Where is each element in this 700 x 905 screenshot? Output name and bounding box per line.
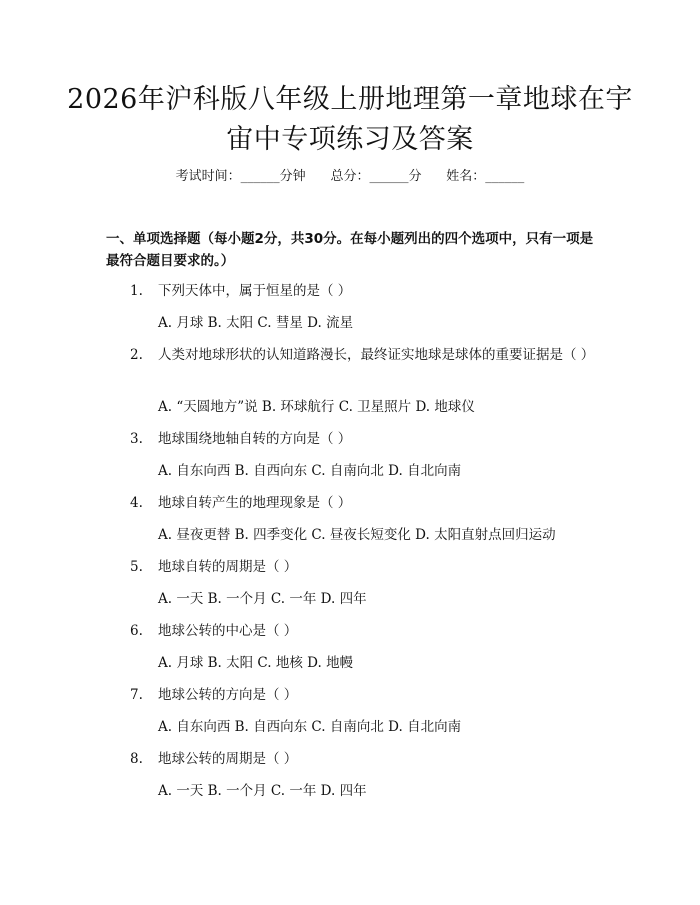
question-stem <box>106 684 598 706</box>
question-number: 2. <box>130 347 143 363</box>
question-stem <box>106 556 598 578</box>
question-number: 3. <box>130 431 143 447</box>
question-text: 地球围绕地轴自转的方向是（ ） <box>158 431 352 447</box>
question-stem <box>106 428 598 450</box>
question-text: 地球公转的周期是（ ） <box>158 751 298 767</box>
question-number: 1. <box>130 283 143 299</box>
total-score-label: 总分：______分 <box>330 169 422 184</box>
question-options: A. 昼夜更替 B. 四季变化 C. 昼夜长短变化 D. 太阳直射点回归运动 <box>158 527 556 543</box>
question-text: 人类对地球形状的认知道路漫长，最终证实地球是球体的重要证据是（ ） <box>158 347 595 363</box>
page-title: 2026年沪科版八年级上册地理第一章地球在宇宙中专项练习及答案 <box>67 84 633 155</box>
exam-meta <box>0 168 700 186</box>
question-text: 地球公转的方向是（ ） <box>158 687 298 703</box>
question-stem <box>106 748 598 770</box>
question-number: 8. <box>130 751 143 767</box>
question-stem <box>106 492 598 514</box>
section-heading: 一、单项选择题（每小题2分，共30分。在每小题列出的四个选项中，只有一项是最符合题目要求的。） <box>106 231 594 269</box>
question-options: A. 一天 B. 一个月 C. 一年 D. 四年 <box>158 591 367 607</box>
question-number: 4. <box>130 495 143 511</box>
exam-time-label: 考试时间：______分钟 <box>175 169 306 184</box>
question-number: 5. <box>130 559 143 575</box>
question-options: A. 月球 B. 太阳 C. 地核 D. 地幔 <box>158 655 354 671</box>
question-stem <box>106 620 598 642</box>
question-options: A. 自东向西 B. 自西向东 C. 自南向北 D. 自北向南 <box>158 463 462 479</box>
question-text: 地球公转的中心是（ ） <box>158 623 298 639</box>
question-number: 6. <box>130 623 143 639</box>
question-stem <box>106 344 598 366</box>
question-text: 地球自转产生的地理现象是（ ） <box>158 495 352 511</box>
question-number: 7. <box>130 687 143 703</box>
name-label: 姓名：______ <box>446 169 525 184</box>
question-text: 地球自转的周期是（ ） <box>158 559 298 575</box>
question-text: 下列天体中，属于恒星的是（ ） <box>158 283 352 299</box>
question-options: A. 月球 B. 太阳 C. 彗星 D. 流星 <box>158 315 354 331</box>
question-options: A. “天圆地方”说 B. 环球航行 C. 卫星照片 D. 地球仪 <box>158 399 475 415</box>
question-stem <box>106 280 598 302</box>
question-options: A. 自东向西 B. 自西向东 C. 自南向北 D. 自北向南 <box>158 719 462 735</box>
question-options: A. 一天 B. 一个月 C. 一年 D. 四年 <box>158 783 367 799</box>
